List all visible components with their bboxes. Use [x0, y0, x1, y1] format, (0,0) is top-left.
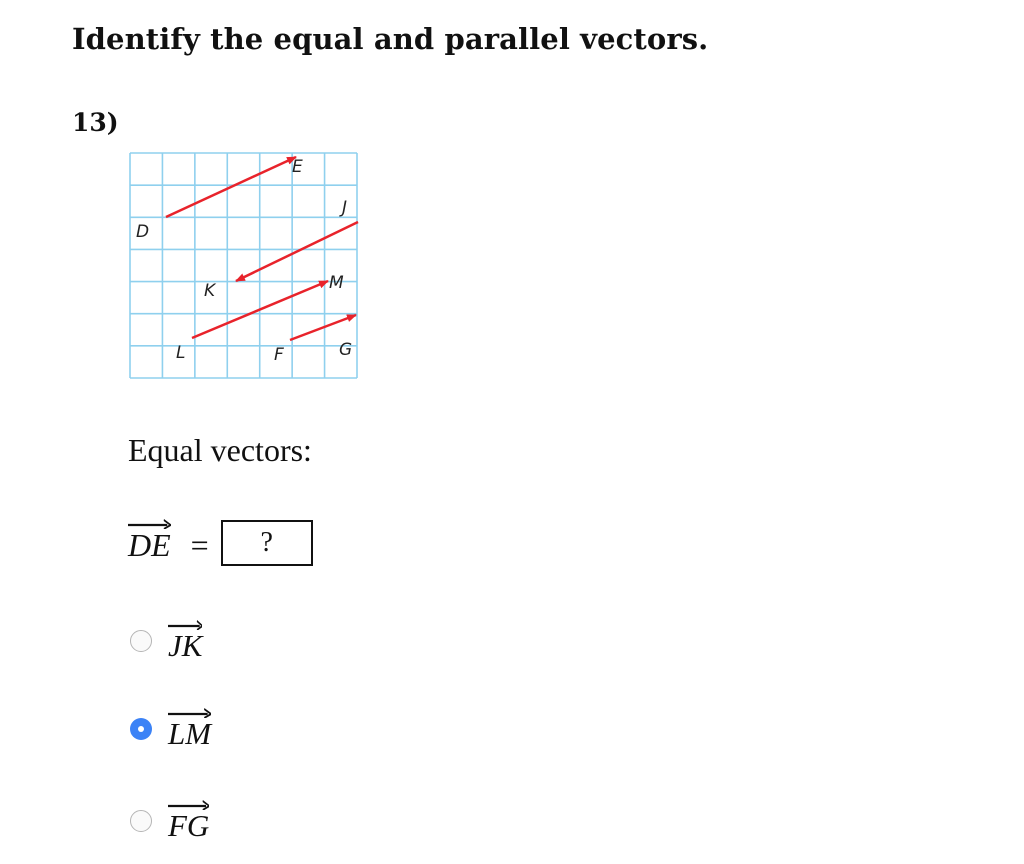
option-jk[interactable]: [130, 620, 202, 661]
option-fg-label: FG: [168, 808, 210, 843]
option-jk-expression: [168, 620, 202, 661]
point-label-m: M: [329, 273, 344, 293]
vector-grid-svg: [120, 145, 365, 385]
vector-arrow-icon: [168, 800, 209, 810]
point-label-g: G: [339, 340, 353, 360]
option-lm-expression: [168, 708, 211, 749]
point-label-k: K: [204, 281, 216, 301]
point-label-j: J: [342, 198, 348, 218]
vector-de-text: DE: [128, 527, 171, 563]
radio-jk[interactable]: [130, 630, 152, 652]
question-title: Identify the equal and parallel vectors.: [72, 22, 709, 56]
vector-arrow-icon: [168, 620, 202, 630]
option-lm[interactable]: [130, 708, 211, 749]
equation-row: [128, 512, 313, 568]
equal-vectors-label: Equal vectors:: [128, 432, 312, 468]
vector-arrow-icon: [168, 708, 211, 718]
grid-lines: [130, 153, 357, 378]
vector-grid-figure: [120, 145, 365, 385]
vector-fg: [290, 315, 356, 340]
point-label-f: F: [274, 345, 284, 365]
option-lm-label: LM: [168, 716, 212, 751]
vector-arrow-icon: [128, 519, 171, 529]
answer-placeholder: ?: [260, 527, 273, 558]
point-label-l: L: [176, 343, 186, 363]
equals-sign: =: [190, 526, 209, 563]
answer-box[interactable]: [221, 520, 313, 566]
question-number: 13): [72, 108, 119, 137]
vector-de: [166, 157, 296, 217]
point-label-d: D: [136, 222, 150, 242]
radio-lm[interactable]: [130, 718, 152, 740]
option-fg[interactable]: [130, 800, 209, 841]
option-jk-label: JK: [168, 628, 203, 663]
point-label-e: E: [292, 157, 303, 177]
radio-fg[interactable]: [130, 810, 152, 832]
option-fg-expression: [168, 800, 209, 841]
vector-de-expression: [128, 519, 171, 561]
